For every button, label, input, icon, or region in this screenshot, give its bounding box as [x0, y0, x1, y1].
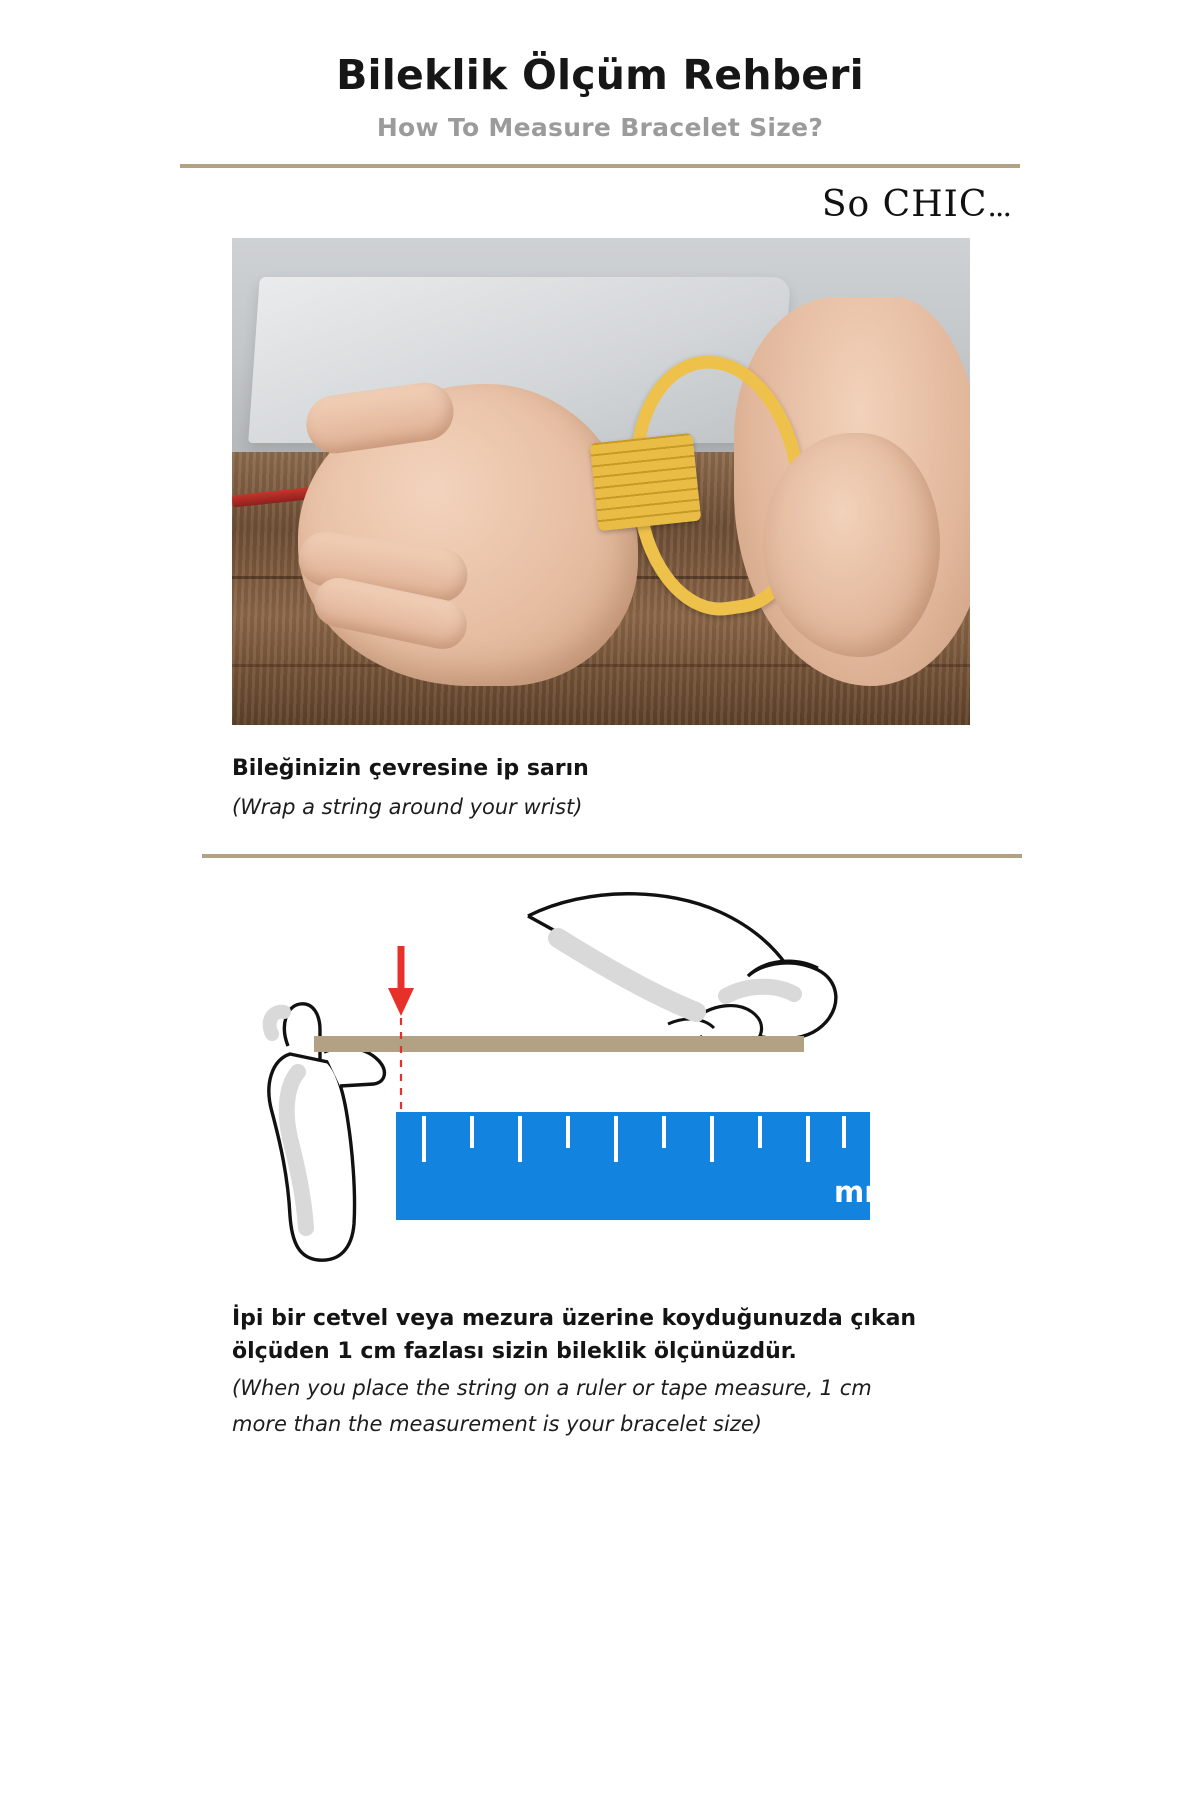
- step1-photo: [232, 238, 970, 725]
- string-bar: [314, 1036, 804, 1052]
- ruler-illustration: [396, 1112, 894, 1220]
- step2-caption-tr-line1: İpi bir cetvel veya mezura üzerine koyduğunuzda çıkan: [232, 1305, 917, 1331]
- right-hand-illustration: [528, 893, 836, 1049]
- step1-caption-en: (Wrap a string around your wrist): [232, 795, 583, 820]
- page-title: Bileklik Ölçüm Rehberi: [336, 51, 864, 99]
- measuring-tape-band: [589, 433, 701, 531]
- page-subtitle: How To Measure Bracelet Size?: [376, 113, 824, 143]
- step1-caption-tr: Bileğinizin çevresine ip sarın: [232, 756, 589, 782]
- brand-row: [78, 168, 1122, 238]
- brand-logo: [822, 184, 1010, 225]
- measurement-arrow-icon: [388, 946, 414, 1016]
- step2-diagram: [228, 876, 1008, 1276]
- step2-caption-tr-line2: ölçüden 1 cm fazlası sizin bileklik ölçünüzdür.: [232, 1338, 797, 1364]
- step1-caption: [232, 753, 1122, 823]
- step2-caption: [232, 1302, 992, 1442]
- brand-dots: ...: [987, 189, 1010, 225]
- step2-caption-en-line2: more than the measurement is your bracelet size): [232, 1412, 762, 1437]
- brand-so: So: [821, 184, 871, 226]
- step2-caption-en-line1: (When you place the string on a ruler or tape measure, 1 cm: [232, 1375, 872, 1400]
- ruler-unit-label: mm: [834, 1174, 895, 1209]
- brand-chic: CHIC: [882, 184, 988, 226]
- section-divider: [202, 854, 1022, 858]
- measure-diagram-svg: [228, 876, 1008, 1276]
- guide-page: [78, 0, 1122, 1441]
- page-header: [78, 0, 1122, 142]
- right-hand-shape: [763, 433, 940, 657]
- ruler-body: [396, 1112, 870, 1220]
